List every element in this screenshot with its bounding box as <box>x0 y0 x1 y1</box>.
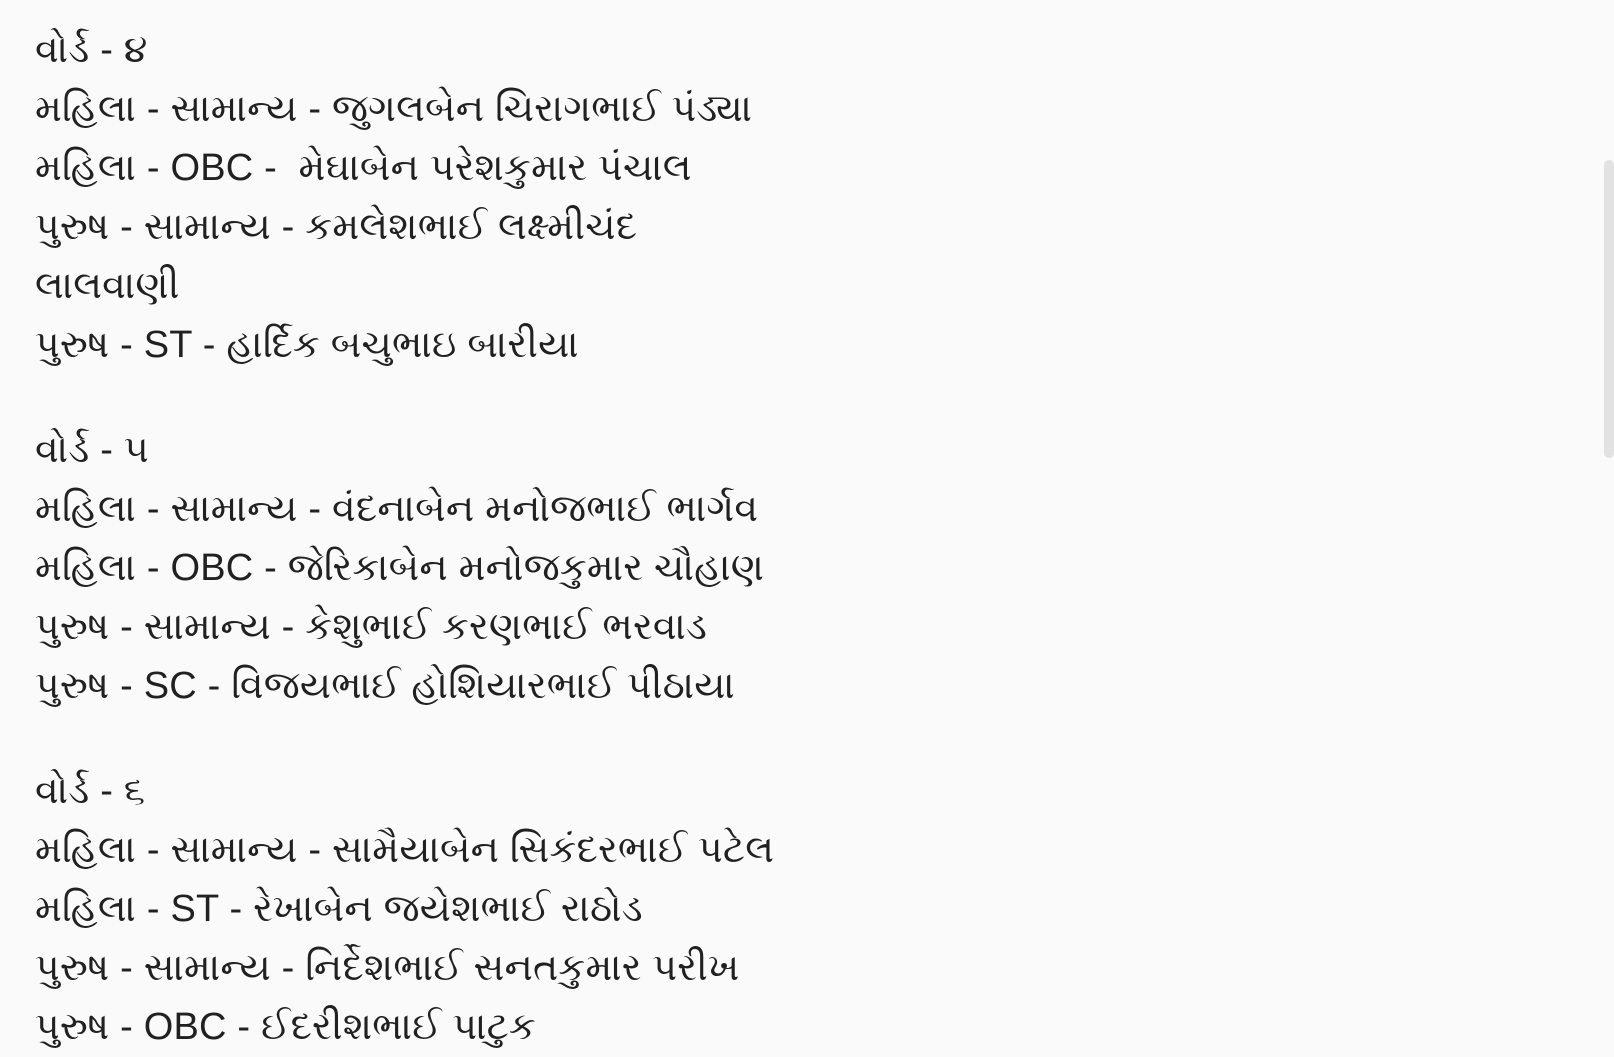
ward-title: વોર્ડ - ૬ <box>35 770 146 812</box>
candidate-line: મહિલા - સામાન્ય - જુગલબેન ચિરાગભાઈ પંડ્યા <box>35 88 753 130</box>
ward-title: વોર્ડ - ૫ <box>35 429 149 471</box>
ward-block-5 <box>35 421 787 716</box>
scrollbar-thumb[interactable] <box>1604 160 1614 458</box>
candidate-line: પુરુષ - સામાન્ય - નિર્દેશભાઈ સનતકુમાર પરીખ <box>35 947 740 989</box>
ward-title: વોર્ડ - ૪ <box>35 29 148 71</box>
candidate-line: મહિલા - OBC - જેરિકાબેન મનોજકુમાર ચૌહાણ <box>35 547 765 589</box>
candidate-line: મહિલા - OBC - મેઘાબેન પરેશકુમાર પંચાલ <box>35 147 692 189</box>
ward-block-4 <box>35 21 787 375</box>
candidate-line: પુરુષ - OBC - ઈદરીશભાઈ પાટુક <box>35 1006 536 1048</box>
candidate-line: પુરુષ - SC - વિજયભાઈ હોશિયારભાઈ પીઠાયા <box>35 665 735 707</box>
candidate-line: મહિલા - ST - રેખાબેન જયેશભાઈ રાઠોડ <box>35 888 643 930</box>
scrollbar-track <box>807 0 827 1024</box>
candidate-line: મહિલા - સામાન્ય - સામૈયાબેન સિકંદરભાઈ પટેલ <box>35 829 775 871</box>
ward-block-6 <box>35 762 787 1057</box>
candidate-line: પુરુષ - સામાન્ય - કેશુભાઈ કરણભાઈ ભરવાડ <box>35 606 708 648</box>
candidate-line: પુરુષ - ST - હાર્દિક બચુભાઇ બારીયા <box>35 324 579 366</box>
candidate-line: પુરુષ - સામાન્ય - કમલેશભાઈ લક્ષ્મીચંદ લાલવાણી <box>35 206 648 307</box>
candidate-line: મહિલા - સામાન્ય - વંદનાબેન મનોજભાઈ ભાર્ગવ <box>35 488 759 530</box>
